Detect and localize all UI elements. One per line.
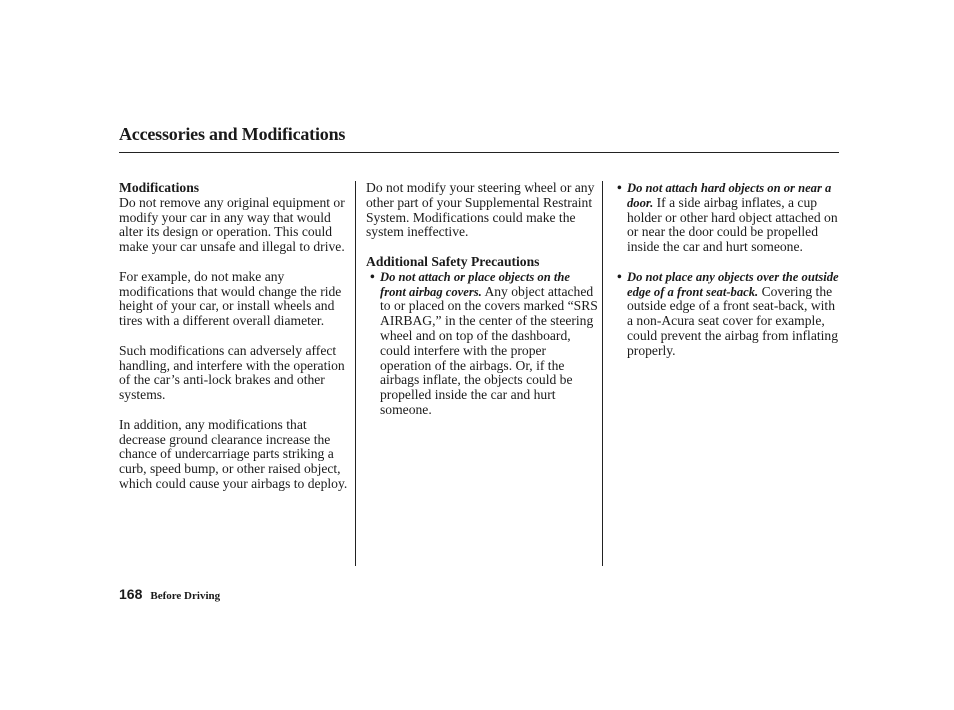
paragraph-text: Do not remove any original equipment or modify your car in any way that would alter its design or operation. This could make your car unsafe and illegal to drive. <box>119 194 345 255</box>
paragraph-text: For example, do not make any modifications that would change the ride height of your car, or install wheels and tires with a different overall diameter. <box>119 268 342 329</box>
title-rule <box>119 152 839 153</box>
bullet-emphasis: Do not attach or place objects on the front airbag covers. <box>380 269 570 299</box>
bullet-emphasis: Do not attach hard objects on or near a door. <box>627 181 832 210</box>
bullet-text: Any object attached to or placed on the covers marked “SRS AIRBAG,” in the center of the steering wheel and on top of the dashboard, could interfere with the proper operation of the airbags. Or, if the airbags inflate, the objects could be propelled inside the car and hurt someone. <box>380 283 598 417</box>
bullet-text: If a side airbag inflates, a cup holder or other hard object attached on or near the door could be propelled inside the car and hurt someone. <box>627 194 838 255</box>
list-item <box>366 270 598 418</box>
list-item <box>613 181 841 255</box>
column-left <box>119 181 349 507</box>
section-heading: Modifications <box>119 180 200 195</box>
list-item <box>613 270 841 359</box>
paragraph-text: Do not modify your steering wheel or any other part of your Supplemental Restraint System. Modifications could make the system ineffective. <box>366 180 595 240</box>
bullet-text: Covering the outside edge of a front seat-back, with a non-Acura seat cover for example, could prevent the airbag from inflating properly. <box>627 283 839 358</box>
bullet-icon: • <box>617 180 622 195</box>
modifications-paragraph <box>119 181 349 255</box>
page-number: 168 <box>119 586 143 602</box>
paragraph-text: Such modifications can adversely affect handling, and interfere with the operation of the car’s anti-lock brakes and other systems. <box>119 342 345 403</box>
bullet-icon: • <box>370 268 375 284</box>
column-middle <box>366 181 598 433</box>
column-divider <box>355 181 356 566</box>
section-name: Before Driving <box>150 590 221 602</box>
page-footer <box>119 586 220 604</box>
paragraph-text: In addition, any modifications that decrease ground clearance increase the chance of undercarriage parts striking a curb, speed bump, or other raised object, which could cause your airbags to deploy. <box>119 416 348 491</box>
bullet-emphasis: Do not place any objects over the outside edge of a front seat-back. <box>627 269 839 299</box>
column-right <box>613 181 841 373</box>
page-title: Accessories and Modifications <box>119 124 346 144</box>
bullet-icon: • <box>617 268 622 284</box>
section-heading: Additional Safety Precautions <box>366 253 540 269</box>
column-divider <box>602 181 603 566</box>
